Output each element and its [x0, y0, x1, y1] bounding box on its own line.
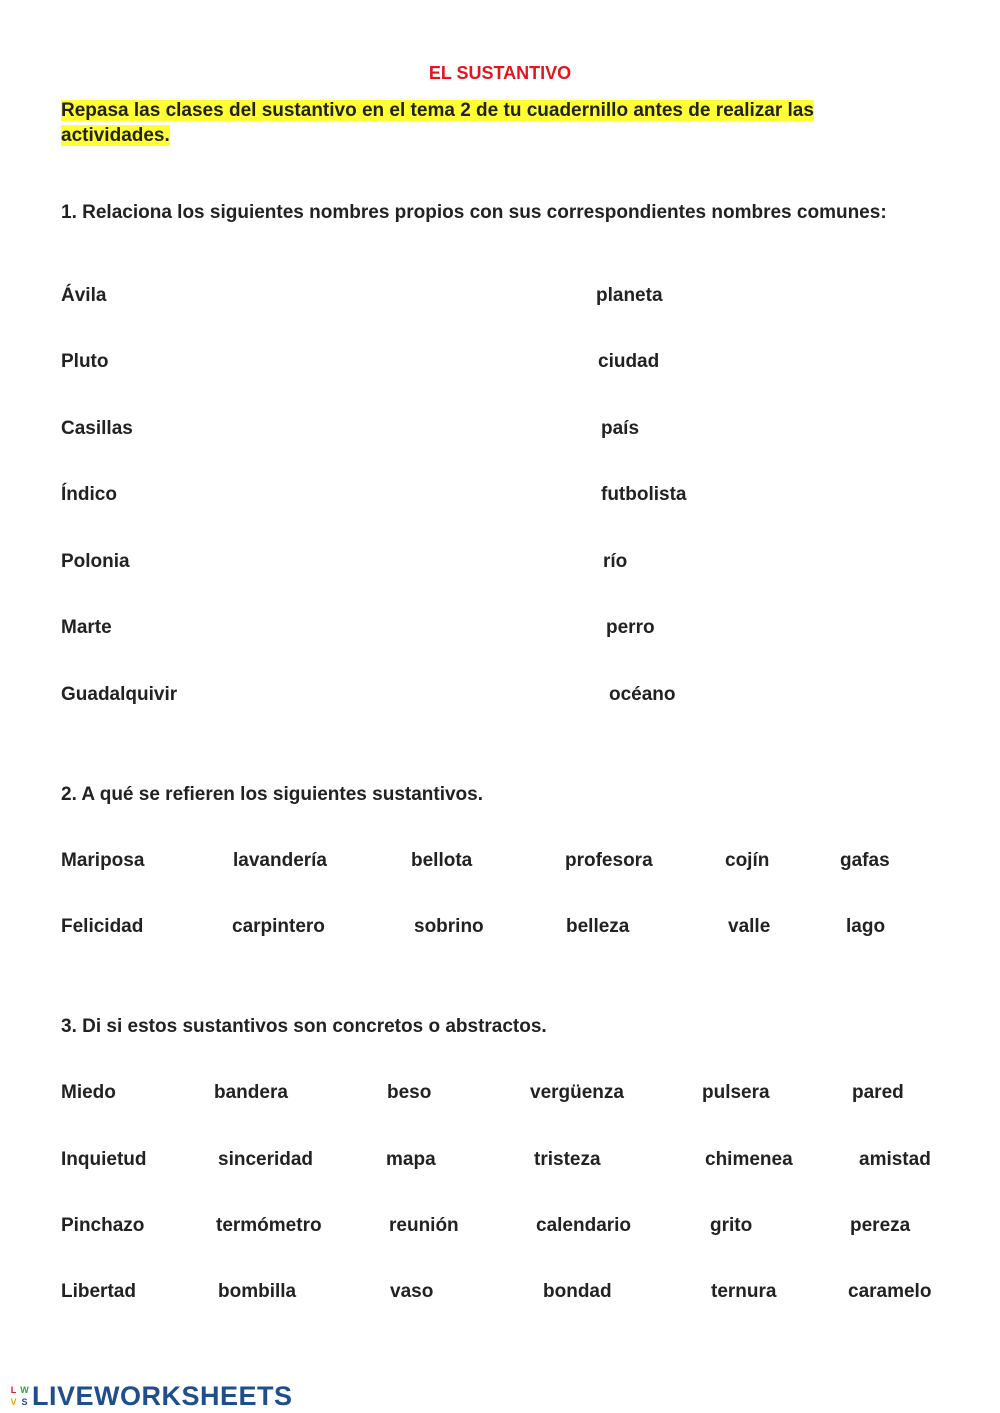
noun-word: bellota — [411, 850, 473, 871]
noun-word: Pinchazo — [61, 1215, 145, 1236]
proper-noun-item[interactable]: Polonia — [61, 551, 130, 572]
noun-word: pulsera — [702, 1082, 770, 1103]
noun-word: sobrino — [414, 916, 484, 937]
noun-word: cojín — [725, 850, 770, 871]
noun-word: ternura — [711, 1281, 777, 1302]
proper-noun-item[interactable]: Guadalquivir — [61, 684, 178, 705]
noun-word: Miedo — [61, 1082, 116, 1103]
proper-noun-item[interactable]: Casillas — [61, 418, 133, 439]
noun-word: Felicidad — [61, 916, 144, 937]
noun-word: bombilla — [218, 1281, 297, 1302]
noun-word: vergüenza — [530, 1082, 624, 1103]
noun-word: valle — [728, 916, 771, 937]
noun-word: bandera — [214, 1082, 288, 1103]
liveworksheets-logo — [8, 1381, 293, 1411]
noun-word: profesora — [565, 850, 653, 871]
exercise-1-question: 1. Relaciona los siguientes nombres propios con sus correspondientes nombres comunes: — [61, 202, 887, 223]
common-noun-item[interactable]: país — [601, 418, 640, 439]
intro-instruction: Repasa las clases del sustantivo en el tema 2 de tu cuadernillo antes de realizar las actividades. — [61, 100, 814, 146]
noun-word: carpintero — [232, 916, 325, 937]
noun-word: termómetro — [216, 1215, 322, 1236]
exercise-2-question: 2. A qué se refieren los siguientes sustantivos. — [61, 784, 484, 805]
noun-word: sinceridad — [218, 1149, 314, 1170]
noun-word: Libertad — [61, 1281, 136, 1302]
noun-word: pereza — [850, 1215, 911, 1236]
noun-word: caramelo — [848, 1281, 932, 1302]
noun-word: pared — [852, 1082, 904, 1103]
noun-word: bondad — [543, 1281, 612, 1302]
noun-word: grito — [710, 1215, 753, 1236]
logo-text: LIVEWORKSHEETS — [32, 1380, 293, 1411]
noun-word: tristeza — [534, 1149, 601, 1170]
noun-word: vaso — [390, 1281, 434, 1302]
noun-word: belleza — [566, 916, 630, 937]
noun-word: chimenea — [705, 1149, 793, 1170]
common-noun-item[interactable]: perro — [606, 617, 655, 638]
logo-mark-icon: L W V S — [10, 1385, 29, 1407]
proper-noun-item[interactable]: Ávila — [61, 285, 107, 306]
noun-word: beso — [387, 1082, 432, 1103]
common-noun-item[interactable]: futbolista — [601, 484, 687, 505]
proper-noun-item[interactable]: Índico — [61, 484, 117, 505]
noun-word: mapa — [386, 1149, 436, 1170]
noun-word: lago — [846, 916, 886, 937]
noun-word: reunión — [389, 1215, 459, 1236]
noun-word: calendario — [536, 1215, 632, 1236]
exercise-3-question: 3. Di si estos sustantivos son concretos o abstractos. — [61, 1016, 547, 1037]
page-title: EL SUSTANTIVO — [428, 63, 572, 83]
noun-word: lavandería — [233, 850, 327, 871]
common-noun-item[interactable]: océano — [609, 684, 676, 705]
common-noun-item[interactable]: ciudad — [598, 351, 660, 372]
proper-noun-item[interactable]: Pluto — [61, 351, 109, 372]
noun-word: gafas — [840, 850, 890, 871]
noun-word: Mariposa — [61, 850, 145, 871]
noun-word: amistad — [859, 1149, 931, 1170]
common-noun-item[interactable]: planeta — [596, 285, 663, 306]
noun-word: Inquietud — [61, 1149, 147, 1170]
proper-noun-item[interactable]: Marte — [61, 617, 112, 638]
common-noun-item[interactable]: río — [603, 551, 628, 572]
